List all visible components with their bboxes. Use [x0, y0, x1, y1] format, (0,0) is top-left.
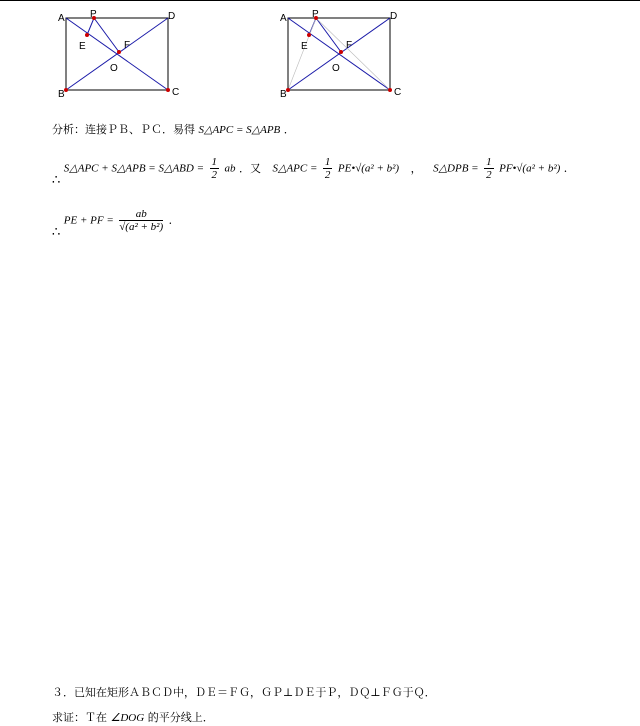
half-denominator: 2 [211, 169, 217, 181]
top-rule [0, 0, 640, 1]
result-fraction [119, 208, 163, 233]
dpb-area-rhs: PF•√(a² + b²) [499, 162, 561, 175]
prove-prefix: 求证：Ｔ在 [52, 711, 107, 724]
apc-area-rhs: PE•√(a² + b²) [337, 162, 400, 175]
label-D: D [390, 11, 398, 22]
label-D: D [168, 11, 176, 22]
therefore-symbol: ∴ [52, 224, 61, 240]
label-O: O [332, 63, 340, 74]
prove-suffix: 的平分线上． [147, 711, 214, 724]
label-E: E [79, 41, 86, 52]
problem-3-prove [52, 709, 214, 725]
label-B: B [58, 89, 65, 100]
label-P: P [312, 9, 319, 20]
separator-you: ．又 [239, 161, 261, 175]
separator-comma: ， [410, 161, 422, 175]
half-fraction [323, 156, 333, 181]
half-fraction [210, 156, 220, 181]
problem-3-text: ３．已知在矩形ＡＢＣＤ中，ＤＥ＝ＦＧ，ＧＰ⊥ＤＥ于Ｐ，ＤＱ⊥ＦＧ于Ｑ． [52, 686, 436, 699]
label-B: B [280, 89, 287, 100]
apc-area-lhs: S△APC = [272, 162, 318, 175]
therefore-symbol: ∴ [52, 172, 61, 188]
result-numerator: ab [119, 208, 163, 221]
angle-dog: ∠DOG [110, 712, 145, 724]
conclusion-line [52, 208, 180, 240]
label-F: F [124, 40, 131, 51]
line3-end: ． [168, 213, 180, 227]
label-P: P [90, 9, 97, 20]
analysis-equation: S△APC = S△APB [198, 124, 281, 136]
area-sum-lhs: S△APC + S△APB = S△ABD = [63, 162, 204, 175]
rectangle-figure-left [52, 8, 192, 100]
dpb-area-lhs: S△DPB = [433, 162, 479, 175]
line2-end: ． [563, 161, 575, 175]
analysis-line [52, 121, 295, 137]
half-fraction [484, 156, 494, 181]
area-relations-line [52, 156, 575, 188]
half-denominator: 2 [324, 169, 331, 181]
half-numerator: 1 [486, 156, 492, 168]
label-F: F [346, 40, 353, 51]
rectangle-diagram [52, 8, 192, 100]
problem-3-statement [52, 684, 436, 700]
analysis-prefix: 分析：连接ＰＢ、ＰＣ．易得 [52, 123, 195, 136]
half-denominator: 2 [486, 169, 492, 181]
label-A: A [58, 13, 65, 24]
ab-term: ab [224, 162, 236, 175]
half-numerator: 1 [324, 156, 331, 168]
analysis-end: ． [283, 123, 295, 136]
label-C: C [172, 87, 180, 98]
rectangle-diagram [274, 8, 414, 100]
pe-pf-sum-lhs: PE + PF = [63, 214, 114, 227]
rectangle-figure-right [274, 8, 414, 100]
label-O: O [110, 63, 118, 74]
label-C: C [394, 87, 402, 98]
half-numerator: 1 [211, 156, 217, 168]
result-denominator: √(a² + b²) [119, 221, 164, 233]
label-A: A [280, 13, 287, 24]
label-E: E [301, 41, 308, 52]
